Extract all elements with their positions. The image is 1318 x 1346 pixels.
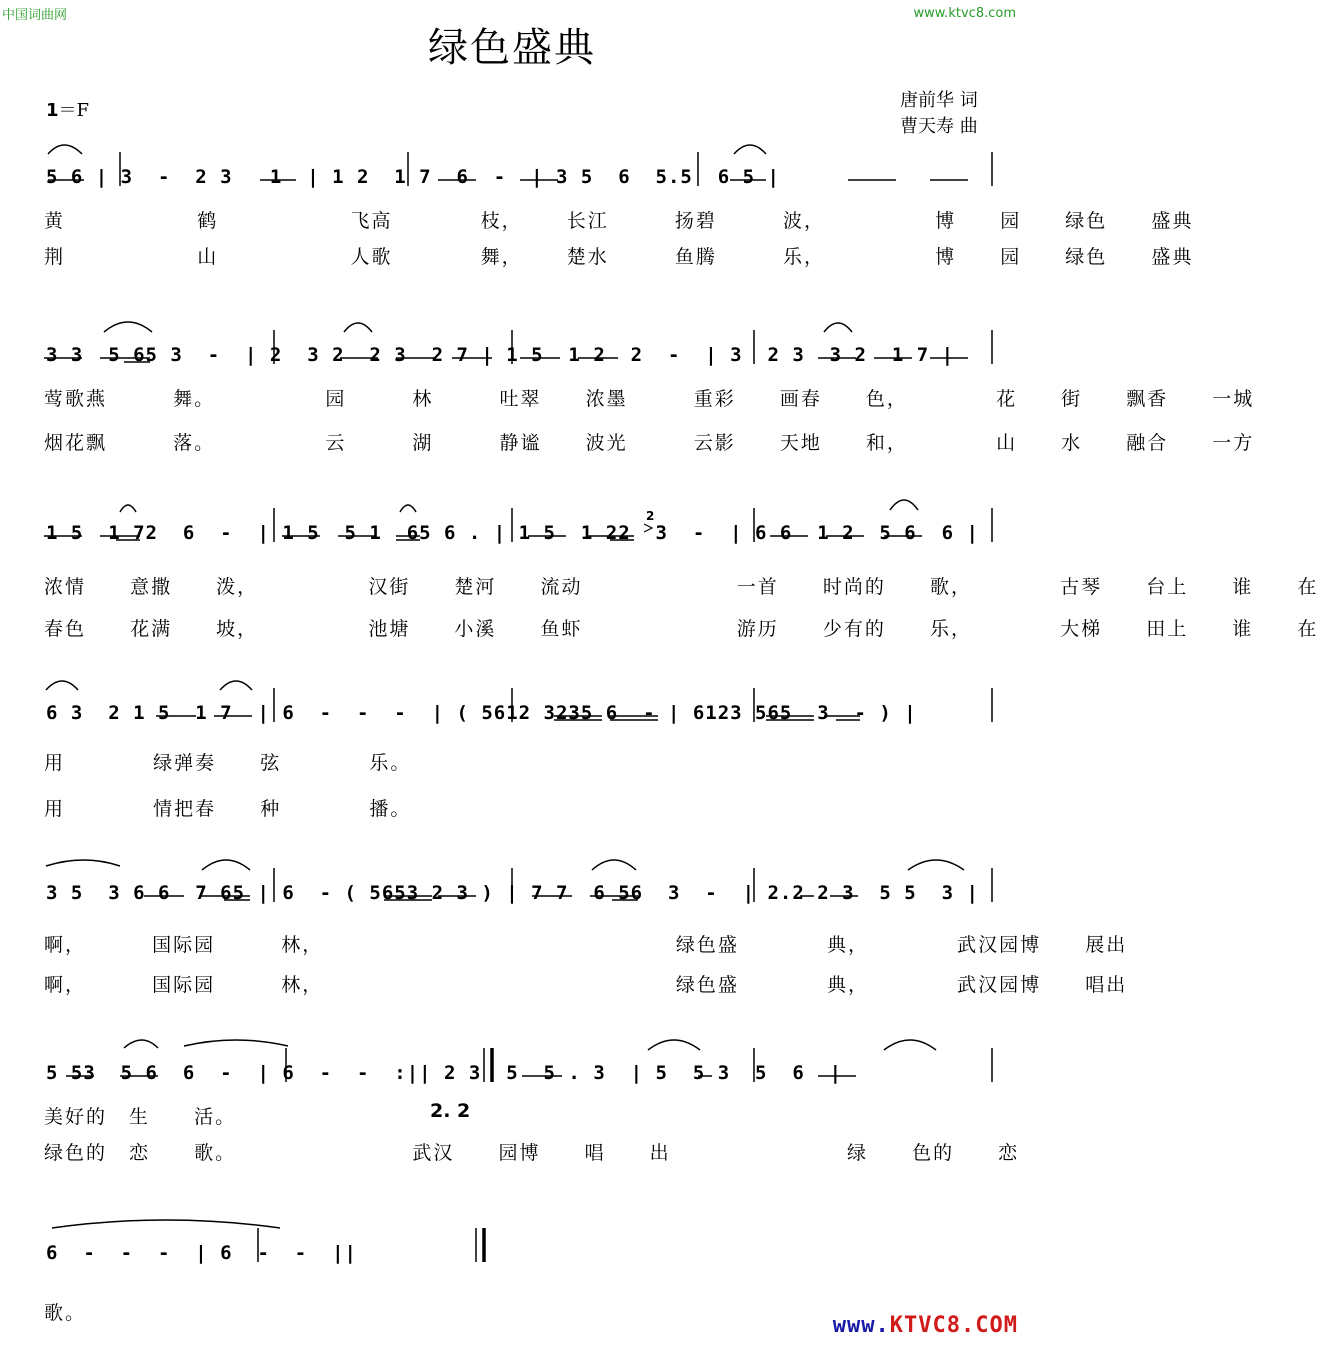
system-6-lyrics-verse-1: 美好的 生 活。	[44, 1106, 237, 1128]
watermark-site-name: 中国词曲网	[2, 8, 68, 23]
system-7-lyrics-verse-1: 歌。	[44, 1302, 87, 1324]
system-2-lyrics-verse-2: 烟花飘 落。 云 湖 静谧 波光 云影 天地 和， 山 水 融合 一方	[44, 432, 1255, 454]
song-title: 绿色盛典	[428, 25, 596, 71]
score-system-1	[0, 140, 1194, 280]
system-1-lyrics-verse-2: 荆 山 人歌 舞， 楚水 鱼腾 乐， 博 园 绿色 盛典	[44, 246, 1194, 268]
system-4-lyrics-verse-2: 用 情把春 种 播。	[44, 798, 412, 820]
score-system-4	[0, 676, 1024, 826]
system-5-lyrics-verse-2: 啊， 国际园 林， 绿色盛 典， 武汉园博 唱出	[44, 974, 1128, 996]
key-signature: 1＝F	[46, 100, 90, 121]
composer-credit: 曹天寿 曲	[900, 116, 978, 137]
system-4-lyrics-verse-1: 用 绿弹奏 弦 乐。	[44, 752, 412, 774]
system-6-lyrics-verse-2: 绿色的 恋 歌。 武汉 园博 唱 出 绿 色的 恋	[44, 1142, 1020, 1164]
system-2-notes: 3 3 5 65 3 - | 2 3 2 2 3 2 7 | 1 5 1 2 2 - | 3 2 3 3 2 1 7 |	[46, 344, 955, 366]
watermark-url: www.ktvc8.com	[913, 6, 1016, 21]
system-5-notes: 3 5 3 6 6 7 65 | 6 - ( 5653 2 3 ) | 7 7 6 56 3 - | 2.2 2 3 5 5 3 |	[46, 882, 979, 904]
score-system-5	[0, 856, 1128, 1006]
system-3-lyrics-verse-1: 浓情 意撒 泼， 汉街 楚河 流动 一首 时尚的 歌， 古琴 台上 谁 在	[44, 576, 1318, 598]
volta-ending-2: 2. 2	[430, 1100, 471, 1122]
score-system-7	[0, 1216, 1024, 1326]
system-1-lyrics-verse-1: 黄 鹤 飞高 枝， 长江 扬碧 波， 博 园 绿色 盛典	[44, 210, 1194, 232]
lyricist-credit: 唐前华 词	[900, 90, 978, 111]
system-3-lyrics-verse-2: 春色 花满 坡， 池塘 小溪 鱼虾 游历 少有的 乐， 大梯 田上 谁 在	[44, 618, 1318, 640]
system-1-notes: 5 6 | 3 - 2 3 1 | 1 2 1 7 6 - | 3 5 6 5.5 6 5 |	[46, 166, 780, 188]
system-3-notes: 1 5 1 72 6 - | 1 5 5 1 65 6 . | 1 5 1 22 3 - | 6 6 1 2 5 6 6 |	[46, 522, 979, 544]
system-2-lyrics-verse-1: 莺歌燕 舞。 园 林 吐翠 浓墨 重彩 画春 色， 花 街 飘香 一城	[44, 388, 1255, 410]
score-system-3	[0, 496, 1318, 646]
score-system-6	[0, 1036, 1024, 1176]
system-5-lyrics-verse-1: 啊， 国际园 林， 绿色盛 典， 武汉园博 展出	[44, 934, 1128, 956]
system-4-notes: 6 3 2 1 5 1 7 | 6 - - - | ( 5612 3235 6 - | 6123 565 3 - ) |	[46, 702, 917, 724]
watermark-bottom-logo: www.KTVC8.COM	[832, 1313, 1018, 1338]
system-7-notes: 6 - - - | 6 - - ||	[46, 1242, 357, 1264]
system-6-notes: 5 53 5 6 6 - | 6 - - :|| 2 3 5 5 . 3 | 5 5 3 5 6 |	[46, 1062, 843, 1084]
grace-note: 2	[646, 509, 655, 523]
score-system-2	[0, 318, 1255, 468]
